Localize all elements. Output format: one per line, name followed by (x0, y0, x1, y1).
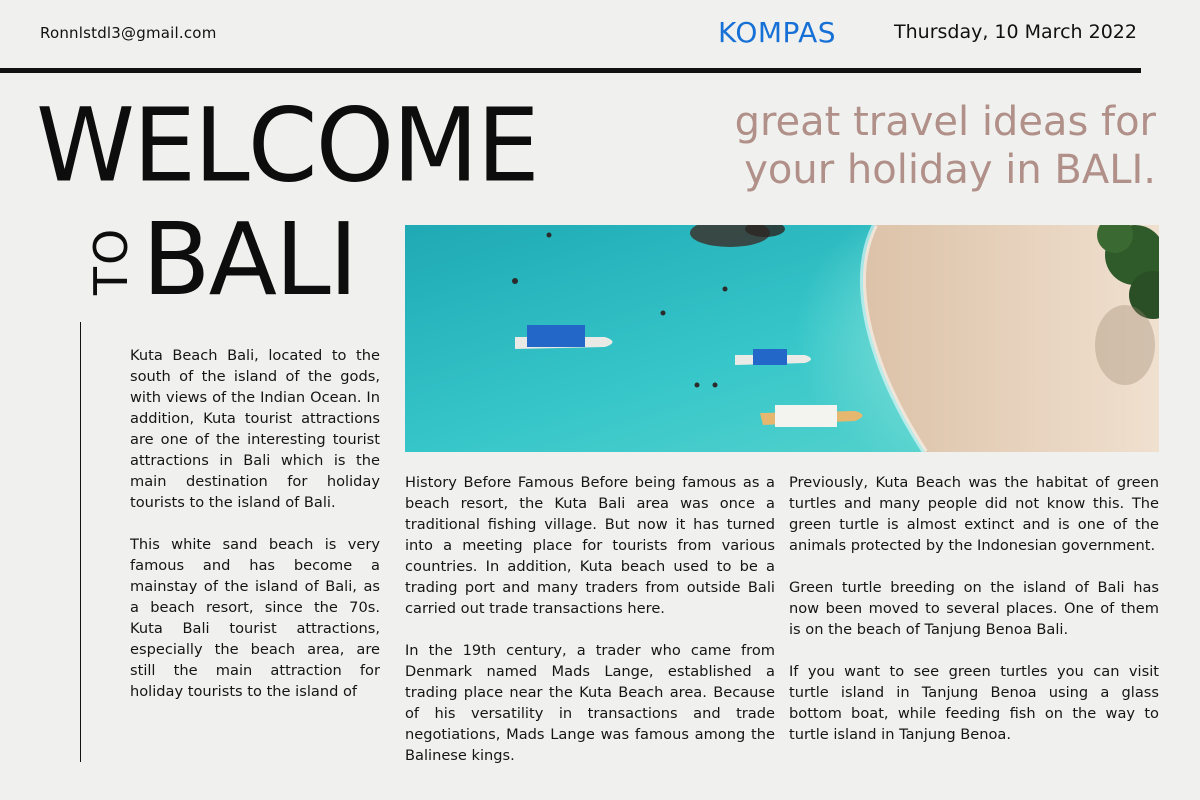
column-2-paragraph-1: History Before Famous Before being famous as a beach resort, the Kuta Bali area was once a traditional fishing village. But now it has turned into a meeting place for tourists from various countries. In addition, Kuta beach used to be a trading port and many traders from outside Bali carried out trade transactions here. (405, 474, 775, 617)
photo-illustration (405, 225, 1159, 452)
column-3-paragraph-2: Green turtle breeding on the island of Bali has now been moved to several places. One of them is on the beach of Tanjung Benoa Bali. (789, 579, 1159, 638)
column-3-paragraph-3: If you want to see green turtles you can visit turtle island in Tanjung Benoa using a glass bottom boat, while feeding fish on the way to turtle island in Tanjung Benoa. (789, 663, 1159, 743)
column-3-paragraph-1: Previously, Kuta Beach was the habitat of green turtles and many people did not know this. The green turtle is almost extinct and is one of the animals protected by the Indonesian government. (789, 474, 1159, 554)
headline-to: TO (84, 226, 138, 296)
headline-to-container (84, 218, 138, 304)
aerial-beach-photo (405, 225, 1159, 452)
header-divider (0, 68, 1141, 73)
tagline-line-1: great travel ideas for (734, 99, 1156, 145)
header-date: Thursday, 10 March 2022 (894, 21, 1137, 43)
header-email: Ronnlstdl3@gmail.com (40, 24, 217, 42)
column-1-paragraph-2: This white sand beach is very famous and has become a mainstay of the island of Bali, as a beach resort, since the 70s. Kuta Bali tourist attractions, especially the beach area, are still the main attraction for holiday tourists to the island of (130, 536, 380, 700)
brand-logo: KOMPAS (718, 16, 837, 49)
column-divider (80, 322, 81, 762)
article-column-1 (130, 345, 380, 770)
tagline (735, 98, 1156, 194)
article-column-2 (405, 472, 775, 787)
tagline-line-2: your holiday in BALI. (744, 147, 1156, 193)
column-2-paragraph-2: In the 19th century, a trader who came from Denmark named Mads Lange, established a trading place near the Kuta Beach area. Because of his versatility in transactions and trade negotiations, Mads Lange was famous among the Balinese kings. (405, 642, 775, 764)
headline-bali: BALI (142, 201, 357, 318)
article-column-3 (789, 472, 1159, 766)
column-1-paragraph-1: Kuta Beach Bali, located to the south of the island of the gods, with views of the Indian Ocean. In addition, Kuta tourist attractions are one of the interesting tourist attractions in Bali which is the main destination for holiday tourists to the island of Bali. (130, 347, 380, 511)
headline-welcome: WELCOME (36, 85, 538, 206)
